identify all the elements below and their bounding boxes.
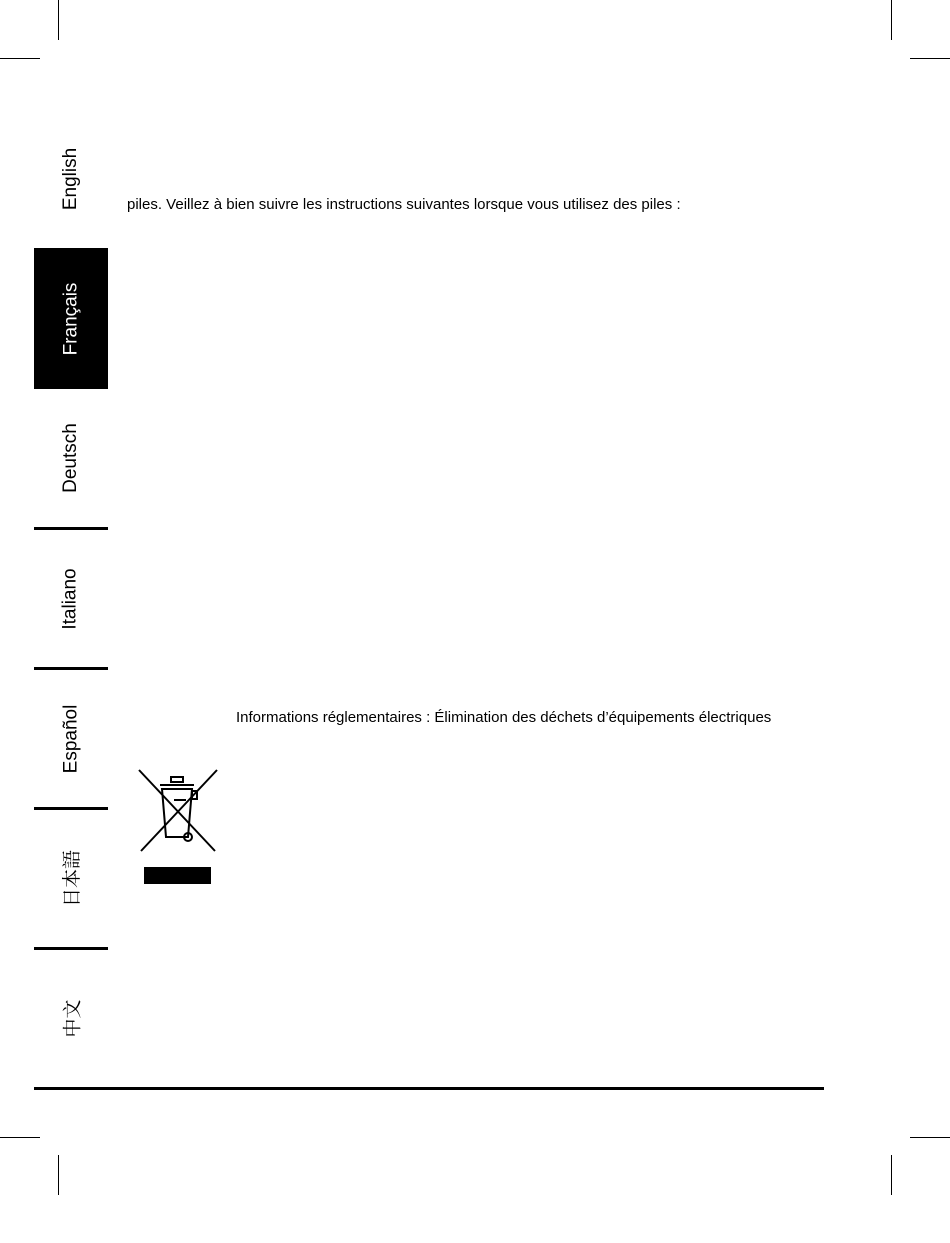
tab-label: Italiano [60, 567, 81, 630]
weee-heading: Informations réglementaires : Élimination des déchets d’équipements électriques [236, 709, 772, 726]
tab-english[interactable] [34, 110, 108, 248]
crop-mark [891, 1155, 892, 1195]
tab-francais[interactable] [34, 248, 108, 389]
crop-mark [891, 0, 892, 40]
crop-mark [58, 0, 59, 40]
tab-label: English [59, 147, 81, 211]
tab-italiano[interactable] [34, 530, 108, 667]
tab-label: 日本語 [62, 849, 84, 908]
tab-label: 中文 [62, 999, 84, 1038]
crop-mark [910, 58, 950, 59]
tab-label: Deutsch [59, 423, 81, 493]
tab-label: Français [59, 282, 81, 355]
tab-deutsch[interactable] [34, 389, 108, 527]
crop-mark [58, 1155, 59, 1195]
tab-japanese[interactable] [34, 810, 108, 947]
tab-label: Español [59, 704, 81, 773]
crop-mark [0, 1137, 40, 1138]
tab-chinese[interactable] [34, 950, 108, 1087]
crossed-out-wheeled-bin-icon [136, 767, 220, 887]
tab-espanol[interactable] [34, 670, 108, 807]
battery-instructions-line: piles. Veillez à bien suivre les instructions suivantes lorsque vous utilisez des piles : [127, 196, 681, 213]
crop-mark [0, 58, 40, 59]
bottom-rule [34, 1087, 824, 1090]
crop-mark [910, 1137, 950, 1138]
